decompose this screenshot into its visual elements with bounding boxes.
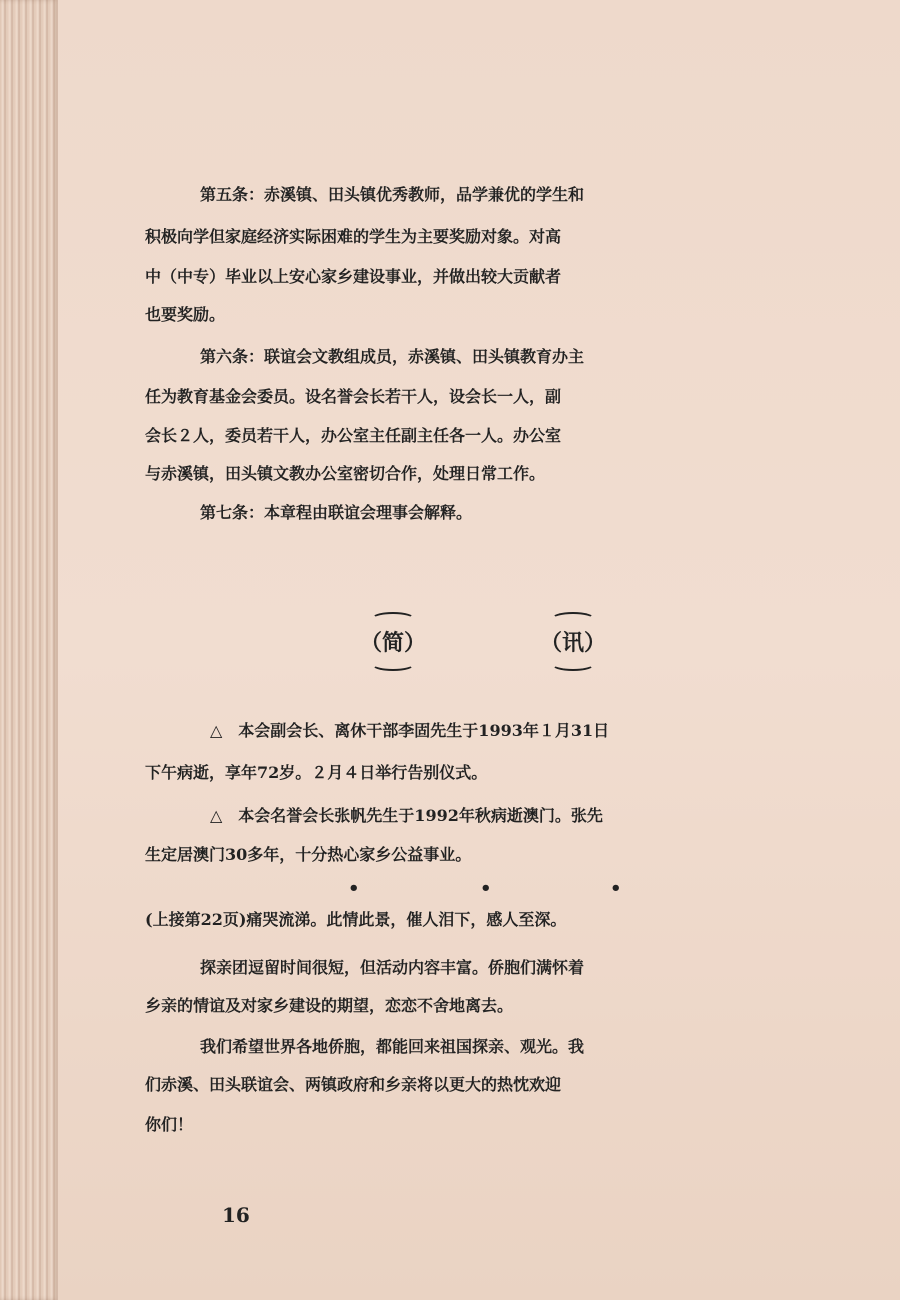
news-line: 生定居澳门30多年，十分热心家乡公益事业。	[145, 845, 472, 864]
article-line: 会长２人，委员若干人，办公室主任副主任各一人。办公室	[145, 426, 562, 445]
separator-dot: •	[348, 878, 360, 899]
article-line: 中（中专）毕业以上安心家乡建设事业，并做出较大贡献者	[145, 267, 562, 286]
continued-line: 们赤溪、田头联谊会、两镇政府和乡亲将以更大的热忱欢迎	[145, 1075, 562, 1094]
continued-line: 探亲团逗留时间很短，但活动内容丰富。侨胞们满怀着	[200, 958, 585, 977]
book-page-edges	[0, 0, 58, 1300]
separator-dot: •	[610, 878, 622, 899]
article-line: 第七条：本章程由联谊会理事会解释。	[200, 503, 473, 522]
article-line: 也要奖励。	[145, 305, 226, 324]
heading-char-2: （讯）	[540, 612, 606, 671]
continued-line: 你们！	[145, 1115, 194, 1134]
continued-line: (上接第22页)痛哭流涕。此情此景，催人泪下，感人至深。	[145, 910, 567, 929]
heading-char-1: （简）	[360, 612, 426, 671]
news-line: △ 本会名誉会长张帆先生于1992年秋病逝澳门。张先	[210, 806, 603, 825]
continued-line: 我们希望世界各地侨胞，都能回来祖国探亲、观光。我	[200, 1037, 585, 1056]
news-line: △ 本会副会长、离休干部李固先生于1993年１月31日	[210, 721, 610, 740]
separator-dot: •	[480, 878, 492, 899]
article-line: 与赤溪镇，田头镇文教办公室密切合作，处理日常工作。	[145, 464, 546, 483]
article-line: 第六条：联谊会文教组成员，赤溪镇、田头镇教育办主	[200, 347, 585, 366]
continued-line: 乡亲的情谊及对家乡建设的期望，恋恋不舍地离去。	[145, 996, 514, 1015]
article-line: 任为教育基金会委员。设名誉会长若干人，设会长一人，副	[145, 387, 562, 406]
news-line: 下午病逝，享年72岁。２月４日举行告别仪式。	[145, 763, 488, 782]
page-number: 16	[222, 1203, 250, 1227]
article-line: 第五条：赤溪镇、田头镇优秀教师，品学兼优的学生和	[200, 185, 585, 204]
article-line: 积极向学但家庭经济实际困难的学生为主要奖励对象。对高	[145, 227, 562, 246]
